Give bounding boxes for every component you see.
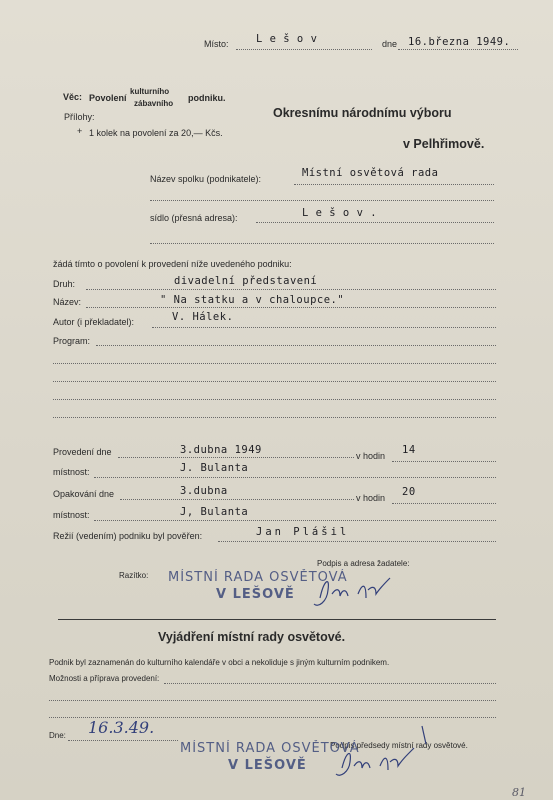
dotted-line bbox=[256, 222, 494, 223]
stamp2-line1: MÍSTNÍ RADA OSVĚTOVÁ bbox=[180, 741, 360, 756]
dotted-line bbox=[86, 289, 496, 290]
margin-mark: 81 bbox=[512, 786, 526, 799]
section-divider bbox=[58, 619, 496, 620]
provedeni-mistnost-value: J. Bulanta bbox=[180, 462, 249, 474]
vec-povoleni: Povolení bbox=[89, 93, 127, 103]
autor-label: Autor (i překladatel): bbox=[53, 317, 135, 327]
nazev-value: " Na statku a v chaloupce." bbox=[160, 294, 345, 306]
stamp-line2: V LEŠOVĚ bbox=[216, 587, 295, 602]
dotted-line bbox=[120, 499, 354, 500]
vec-zabavniho: zábavního bbox=[134, 99, 174, 108]
addressee-line1: Okresnímu národnímu výboru bbox=[273, 106, 452, 120]
provedeni-label: Provedení dne bbox=[53, 447, 112, 457]
dotted-line bbox=[236, 49, 372, 50]
prilohy-label: Přílohy: bbox=[64, 112, 95, 122]
podpis-label: Podpis a adresa žadatele: bbox=[317, 559, 410, 568]
misto-value: L e š o v bbox=[256, 33, 318, 45]
podpis-predsedy-label: Podpis předsedy místní rady osvětové. bbox=[330, 741, 468, 750]
sidlo-value: L e š o v . bbox=[302, 207, 378, 219]
dotted-line bbox=[86, 307, 496, 308]
vec-label: Věc: bbox=[63, 92, 83, 102]
dotted-line bbox=[49, 700, 496, 701]
signature bbox=[310, 568, 400, 612]
dotted-line bbox=[53, 399, 496, 400]
razitko-label: Razítko: bbox=[119, 571, 149, 580]
opakovani-value: 3.dubna bbox=[180, 485, 228, 497]
addressee-line2: v Pelhřimově. bbox=[403, 137, 485, 151]
opakovani-hodin-label: v hodin bbox=[356, 493, 386, 503]
opakovani-label: Opakování dne bbox=[53, 489, 115, 499]
prilohy-item: 1 kolek na povolení za 20,— Kčs. bbox=[89, 128, 223, 138]
stamp-line1: MÍSTNÍ RADA OSVĚTOVÁ bbox=[168, 570, 348, 585]
dotted-line bbox=[94, 477, 496, 478]
dotted-line bbox=[164, 683, 496, 684]
vyjadreni-title: Vyjádření místní rady osvětové. bbox=[158, 630, 346, 644]
dotted-line bbox=[152, 327, 496, 328]
dotted-line bbox=[150, 200, 494, 201]
nazev-spolku-value: Místní osvětová rada bbox=[302, 167, 439, 179]
vyjadreni-text1: Podnik byl zaznamenán do kulturního kalendáře v obci a nekoliduje s jiným kulturním podnikem. bbox=[49, 658, 390, 667]
nazev-spolku-label: Název spolku (podnikatele): bbox=[150, 174, 262, 184]
opakovani-mistnost-label: místnost: bbox=[53, 510, 90, 520]
opakovani-hodin-value: 20 bbox=[402, 486, 416, 498]
dotted-line bbox=[96, 345, 496, 346]
dotted-line bbox=[218, 541, 496, 542]
provedeni-hodin-label: v hodin bbox=[356, 451, 386, 461]
nazev-label: Název: bbox=[53, 297, 82, 307]
plus-mark: + bbox=[77, 126, 83, 136]
dne-label-2: Dne: bbox=[49, 731, 66, 740]
vyjadreni-text2: Možnosti a příprava provedení: bbox=[49, 674, 160, 683]
sidlo-label: sídlo (přesná adresa): bbox=[150, 213, 238, 223]
rezie-value: Jan Plášil bbox=[256, 526, 350, 538]
handwritten-date: 16.3.49. bbox=[88, 718, 155, 737]
dotted-line bbox=[150, 243, 494, 244]
dotted-line bbox=[94, 520, 496, 521]
opakovani-mistnost-value: J, Bulanta bbox=[180, 506, 249, 518]
provedeni-hodin-value: 14 bbox=[402, 444, 416, 456]
druh-value: divadelní představení bbox=[174, 275, 318, 287]
dne-value: 16.března 1949. bbox=[408, 36, 511, 48]
dotted-line bbox=[392, 503, 496, 504]
dotted-line bbox=[53, 417, 496, 418]
signature-2 bbox=[330, 722, 440, 782]
dotted-line bbox=[53, 381, 496, 382]
dotted-line bbox=[118, 457, 354, 458]
dotted-line bbox=[392, 461, 496, 462]
dne-label: dne bbox=[382, 39, 398, 49]
program-label: Program: bbox=[53, 336, 91, 346]
rezie-label: Režií (vedením) podniku byl pověřen: bbox=[53, 531, 203, 541]
stamp2-line2: V LEŠOVĚ bbox=[228, 758, 307, 773]
dotted-line bbox=[398, 49, 518, 50]
autor-value: V. Hálek. bbox=[172, 311, 234, 323]
vec-podniku: podniku. bbox=[188, 93, 226, 103]
misto-label: Místo: bbox=[204, 39, 229, 49]
vec-kulturniho: kulturního bbox=[130, 87, 170, 96]
dotted-line bbox=[294, 184, 494, 185]
dotted-line bbox=[53, 363, 496, 364]
provedeni-mistnost-label: místnost: bbox=[53, 467, 90, 477]
druh-label: Druh: bbox=[53, 279, 76, 289]
dotted-line bbox=[68, 740, 178, 741]
provedeni-value: 3.dubna 1949 bbox=[180, 444, 262, 456]
zada-text: žádá tímto o povolení k provedení níže uvedeného podniku: bbox=[53, 259, 292, 269]
